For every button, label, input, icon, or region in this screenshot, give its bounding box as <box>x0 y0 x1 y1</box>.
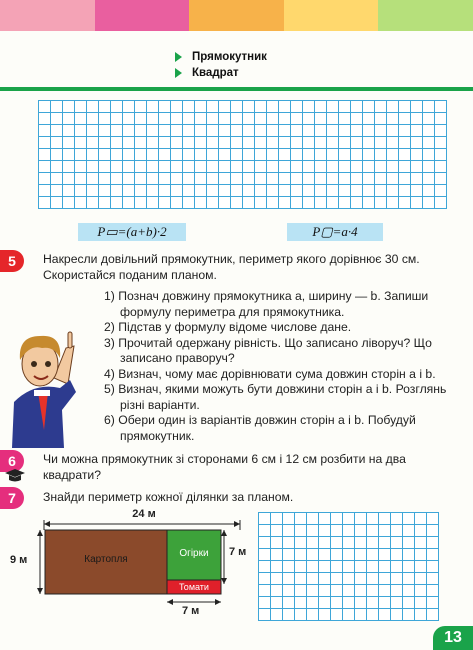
tomato-plot-label: Томати <box>179 582 209 592</box>
task-5-steps <box>104 289 459 444</box>
rectangle-perimeter-formula: P▭=(a+b)·2 <box>78 223 186 241</box>
top-dimension-label: 24 м <box>132 508 156 520</box>
potato-plot-label: Картопля <box>84 554 128 565</box>
square-perimeter-formula: P▢=a·4 <box>287 223 383 241</box>
task-step: 5) Визнач, якими можуть бути довжини сторін a і b. Розглянь різні варіанти. <box>104 382 447 412</box>
task-6-badge: 6 <box>0 450 24 472</box>
left-dimension-label: 9 м <box>10 554 28 566</box>
right-dimension-label: 7 м <box>229 546 247 558</box>
task-6-text: Чи можна прямокутник зі сторонами 6 см і 12 см розбити на два квадрати? <box>43 452 406 482</box>
color-stripe-3 <box>189 0 284 31</box>
task-step: 2) Підстав у формулу відоме числове дане. <box>104 320 352 334</box>
cucumber-plot-label: Огірки <box>179 548 209 559</box>
topic-list <box>175 49 267 81</box>
task-5-text: Накресли довільний прямокутник, периметр якого дорівнює 30 см. Скористайся поданим планом. <box>43 252 420 282</box>
bottom-dimension-label: 7 м <box>182 605 200 617</box>
section-divider <box>0 87 473 91</box>
drawing-grid-top <box>38 100 447 209</box>
task-step: 4) Визнач, чому має дорівнювати сума довжин сторін a і b. <box>104 366 436 381</box>
task-step: 1) Познач довжину прямокутника a, ширину — b. Запиши формулу периметра для прямокутника. <box>104 289 429 319</box>
boy-illustration <box>4 318 94 448</box>
drawing-grid-bottom <box>258 512 439 621</box>
chevron-right-icon <box>175 68 182 78</box>
task-7-text: Знайди периметр кожної ділянки за планом. <box>43 490 294 504</box>
color-stripe-5 <box>378 0 473 31</box>
color-stripe-2 <box>95 0 190 31</box>
color-stripe-4 <box>284 0 379 31</box>
task-5-badge: 5 <box>0 250 24 272</box>
page-number: 13 <box>433 626 473 650</box>
task-step: 6) Обери один із варіантів довжин сторін a і b. Побудуй прямокутник. <box>104 413 416 443</box>
task-step: 3) Прочитай одержану рівність. Що записано ліворуч? Що записано праворуч? <box>104 335 432 365</box>
color-stripe-1 <box>0 0 95 31</box>
garden-plan <box>10 508 250 618</box>
topic-item <box>175 49 267 65</box>
chevron-right-icon <box>175 52 182 62</box>
topic-label: Прямокутник <box>192 51 267 63</box>
top-color-bar <box>0 0 473 31</box>
graduation-cap-icon <box>4 468 26 482</box>
task-7-badge: 7 <box>0 487 24 509</box>
topic-item <box>175 65 267 81</box>
topic-label: Квадрат <box>192 67 239 79</box>
